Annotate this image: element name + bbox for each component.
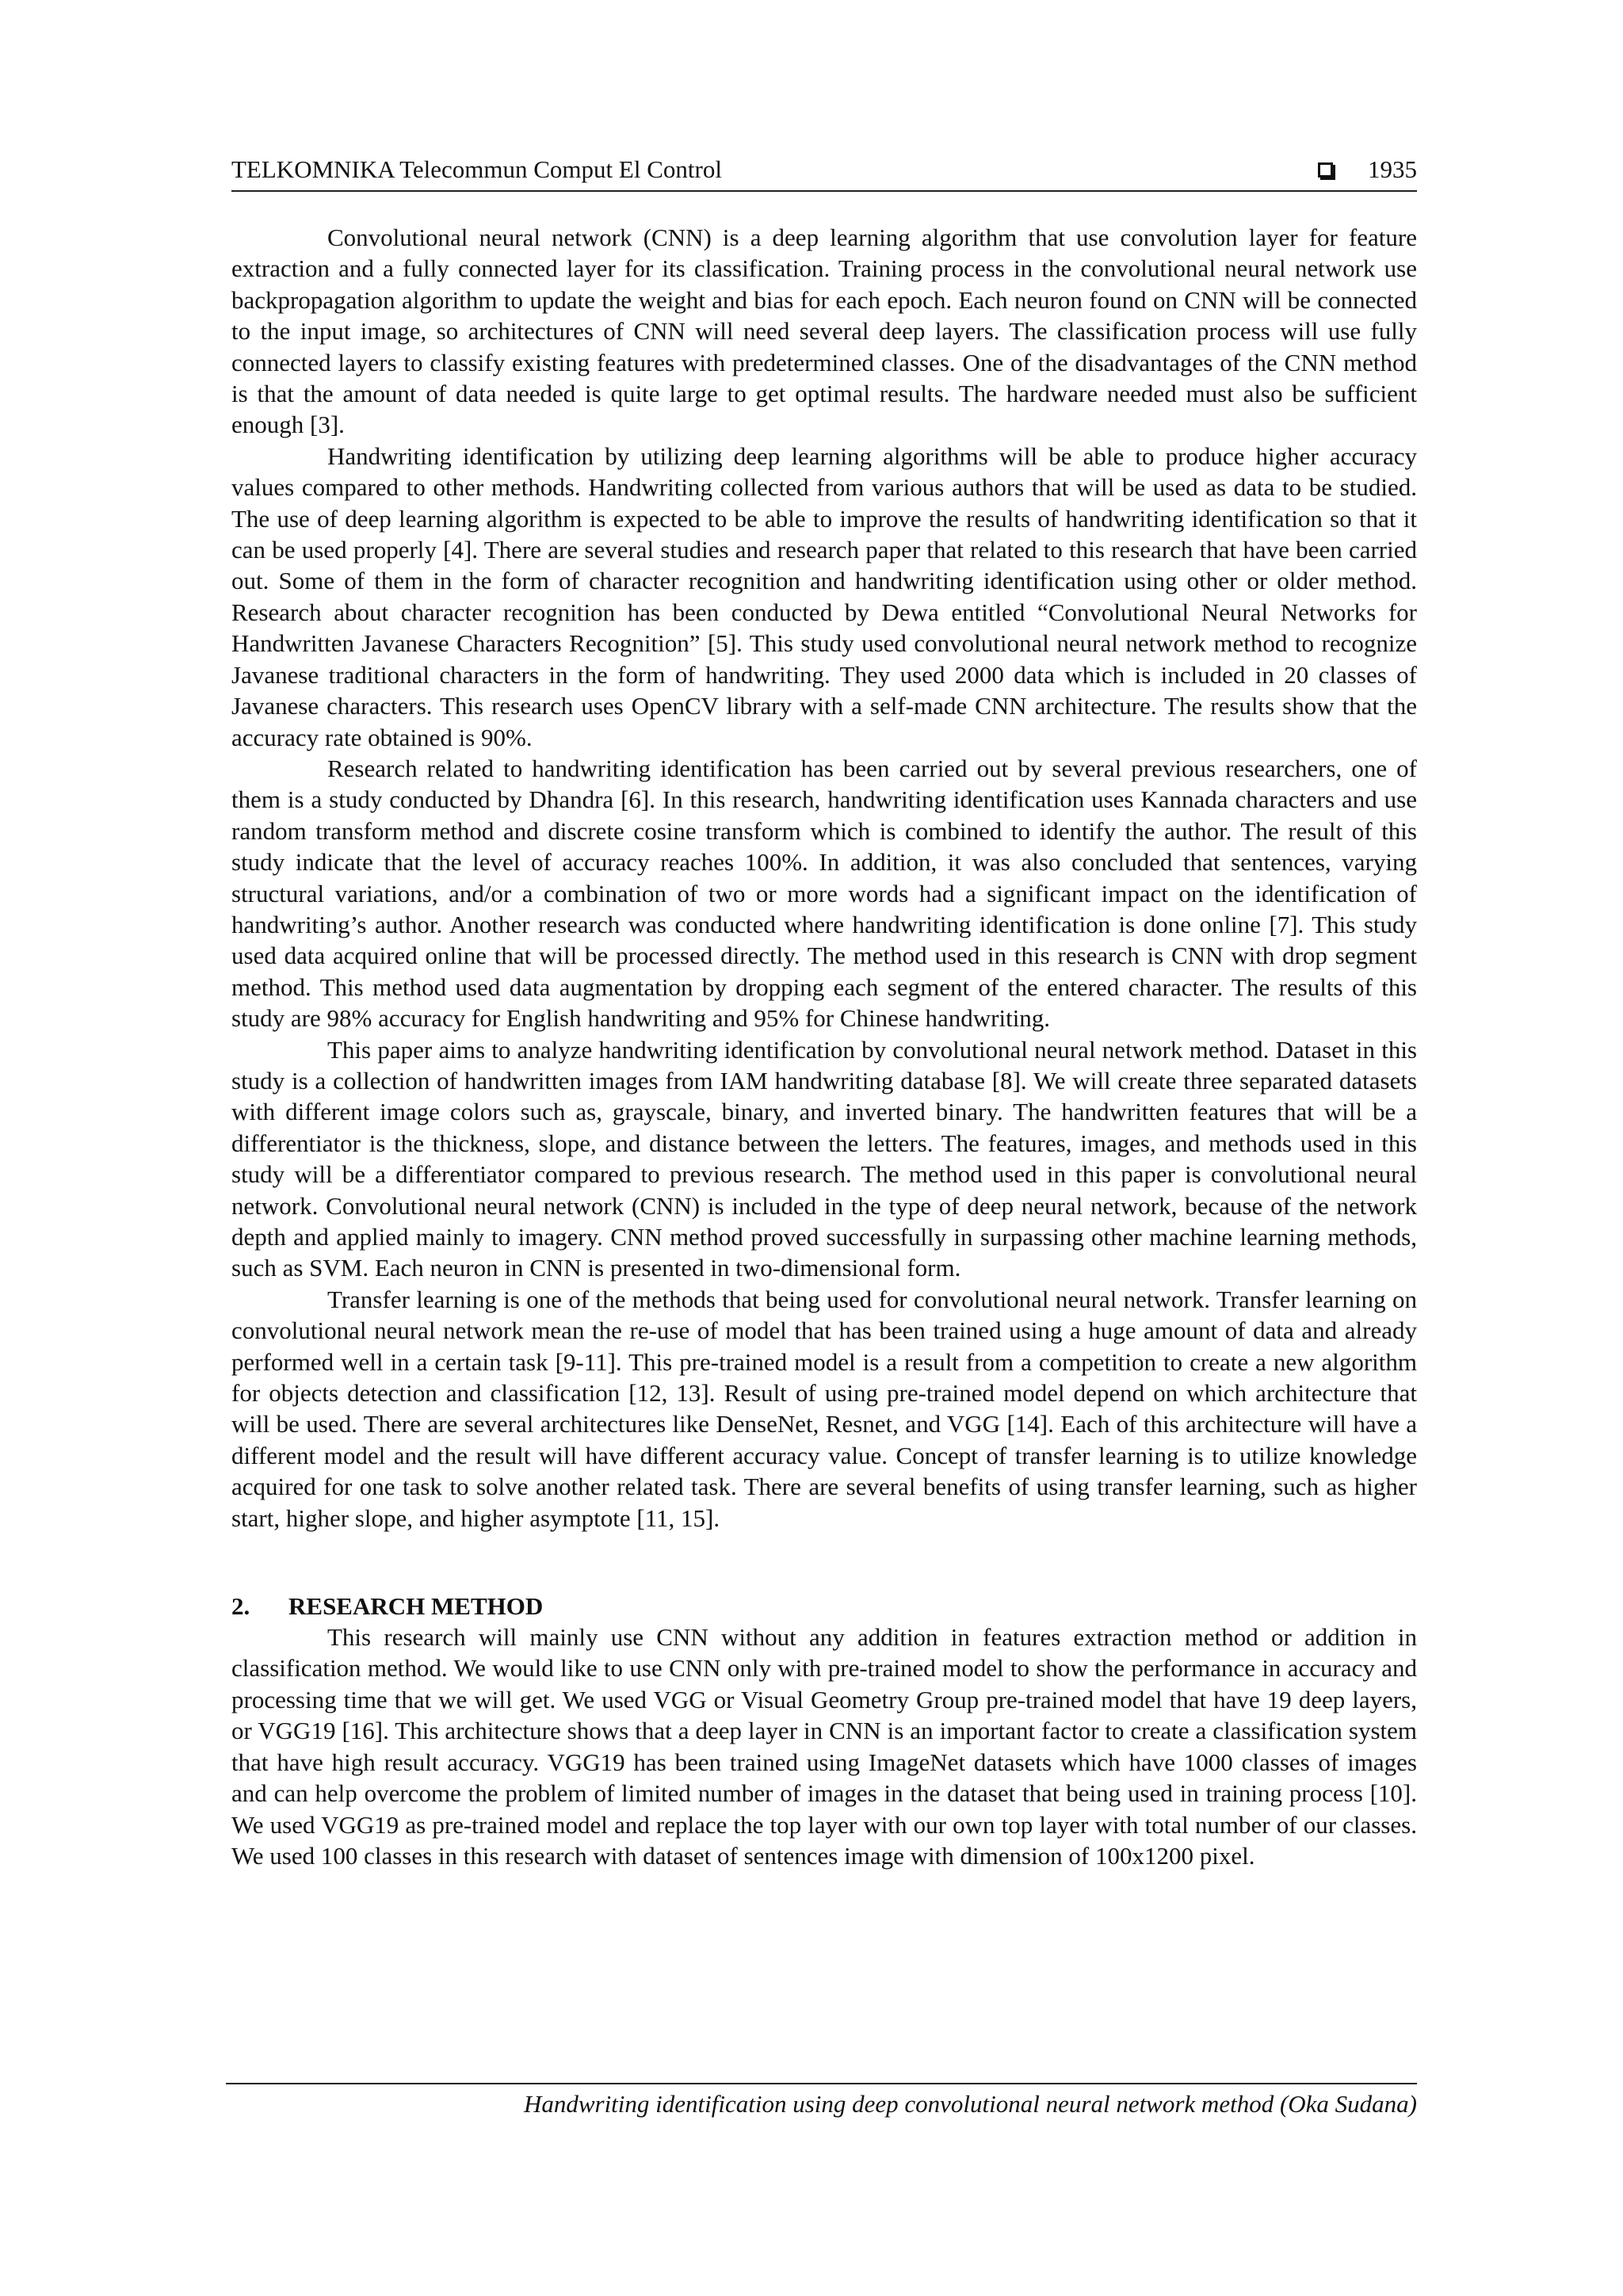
- running-footer: [226, 2083, 1417, 2122]
- section-heading: [231, 1591, 1417, 1622]
- page-number: 1935: [1368, 155, 1417, 183]
- paragraph: Handwriting identification by utilizing deep learning algorithms will be able to produce higher accuracy values compared to other methods. Handwriting collected from various authors that will be used as data to be studied. The use of deep learning algorithm is expected to be able to improve the results of handwriting identification so that it can be used properly [4]. There are several studies and research paper that related to this research that have been carried out. Some of them in the form of character recognition and handwriting identification using other or older method. Research about character recognition has been conducted by Dewa entitled “Convolutional Neural Networks for Handwritten Javanese Characters Recognition” [5]. This study used convolutional neural network method to recognize Javanese traditional characters in the form of handwriting. They used 2000 data which is included in 20 classes of Javanese characters. This research uses OpenCV library with a self-made CNN architecture. The results show that the accuracy rate obtained is 90%.: [231, 441, 1417, 751]
- paragraph: This paper aims to analyze handwriting identification by convolutional neural network method. Dataset in this study is a collection of handwritten images from IAM handwriting database [8]. We will create three separated datasets with different image colors such as, grayscale, binary, and inverted binary. The handwritten features that will be a differentiator is the thickness, slope, and distance between the letters. The features, images, and methods used in this study will be a differentiator compared to previous research. The method used in this paper is convolutional neural network. Convolutional neural network (CNN) is included in the type of deep neural network, because of the network depth and applied mainly to imagery. CNN method proved successfully in surpassing other machine learning methods, such as SVM. Each neuron in CNN is presented in two-dimensional form.: [231, 1035, 1417, 1282]
- footer-text: Handwriting identification using deep convolutional neural network method (Oka Sudana): [523, 2090, 1417, 2118]
- running-header: [231, 152, 1417, 192]
- body-text: [231, 222, 1417, 1871]
- header-right: [1318, 152, 1417, 187]
- paragraph: Convolutional neural network (CNN) is a deep learning algorithm that use convolution layer for feature extraction and a fully connected layer for its classification. Training process in the convolutional neural network use backpropagation algorithm to update the weight and bias for each epoch. Each neuron found on CNN will be connected to the input image, so architectures of CNN will need several deep layers. The classification process will use fully connected layers to classify existing features with predetermined classes. One of the disadvantages of the CNN method is that the amount of data needed is quite large to get optimal results. The hardware needed must also be sufficient enough [3].: [231, 223, 1417, 439]
- journal-title: TELKOMNIKA Telecommun Comput El Control: [231, 155, 722, 183]
- paragraph: Research related to handwriting identification has been carried out by several previous researchers, one of them is a study conducted by Dhandra [6]. In this research, handwriting identification uses Kannada characters and use random transform method and discrete cosine transform which is combined to identify the author. The result of this study indicate that the level of accuracy reaches 100%. In addition, it was also concluded that sentences, varying structural variations, and/or a combination of two or more words had a significant impact on the identification of handwriting’s author. Another research was conducted where handwriting identification is done online [7]. This study used data acquired online that will be processed directly. The method used in this research is CNN with drop segment method. This method used data augmentation by dropping each segment of the entered character. The results of this study are 98% accuracy for English handwriting and 95% for Chinese handwriting.: [231, 754, 1417, 1033]
- section-title: RESEARCH METHOD: [288, 1592, 544, 1621]
- ballot-box-shadow-icon: [1318, 162, 1333, 178]
- paragraph: Transfer learning is one of the methods that being used for convolutional neural network. Transfer learning on convolutional neural network mean the re-use of model that has been trained using a huge amount of data and already performed well in a certain task [9-11]. This pre-trained model is a result from a competition to create a new algorithm for objects detection and classification [12, 13]. Result of using pre-trained model depend on which architecture that will be used. There are several architectures like DenseNet, Resnet, and VGG [14]. Each of this architecture will have a different model and the result will have different accuracy value. Concept of transfer learning is to utilize knowledge acquired for one task to solve another related task. There are several benefits of using transfer learning, such as higher start, higher slope, and higher asymptote [11, 15].: [231, 1285, 1417, 1532]
- section-number: 2.: [231, 1592, 250, 1621]
- paragraph: This research will mainly use CNN without any addition in features extraction method or addition in classification method. We would like to use CNN only with pre-trained model to show the performance in accuracy and processing time that we will get. We used VGG or Visual Geometry Group pre-trained model that have 19 deep layers, or VGG19 [16]. This architecture shows that a deep layer in CNN is an important factor to create a classification system that have high result accuracy. VGG19 has been trained using ImageNet datasets which have 1000 classes of images and can help overcome the problem of limited number of images in the dataset that being used in training process [10]. We used VGG19 as pre-trained model and replace the top layer with our own top layer with total number of our classes. We used 100 classes in this research with dataset of sentences image with dimension of 100x1200 pixel.: [231, 1623, 1417, 1870]
